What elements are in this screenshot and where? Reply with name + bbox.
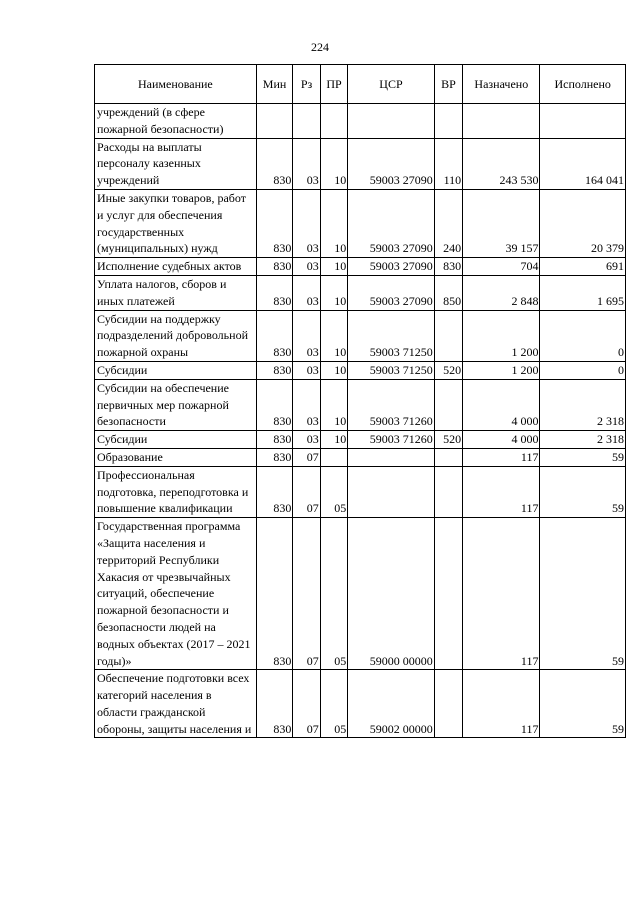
row-pr: 10 <box>320 431 347 449</box>
row-name: Уплата налогов, сборов и иных платежей <box>95 275 257 310</box>
row-rz: 07 <box>293 670 320 738</box>
row-executed: 20 379 <box>540 189 626 257</box>
row-pr <box>320 448 347 466</box>
row-rz: 03 <box>293 379 320 430</box>
table-row <box>95 189 626 257</box>
row-csr: 59002 00000 <box>348 670 434 738</box>
row-name: Государственная программа «Защита населения и территорий Республики Хакасия от чрезвычайных ситуаций, обеспечение пожарной безопасности и безопасности людей на водных объектах (2017 – 2021 годы)» <box>95 518 257 670</box>
table-row <box>95 518 626 670</box>
row-name: Субсидии на поддержку подразделений добровольной пожарной охраны <box>95 310 257 361</box>
table-row <box>95 258 626 276</box>
table-row <box>95 431 626 449</box>
row-rz: 07 <box>293 518 320 670</box>
row-min: 830 <box>256 258 293 276</box>
row-vr <box>434 518 462 670</box>
row-name: Расходы на выплаты персоналу казенных учреждений <box>95 138 257 189</box>
row-assigned: 704 <box>463 258 540 276</box>
row-vr: 520 <box>434 361 462 379</box>
row-csr: 59003 71250 <box>348 361 434 379</box>
row-vr: 830 <box>434 258 462 276</box>
row-rz: 03 <box>293 361 320 379</box>
row-name: Иные закупки товаров, работ и услуг для обеспечения государственных (муниципальных) нужд <box>95 189 257 257</box>
row-executed: 691 <box>540 258 626 276</box>
row-pr: 05 <box>320 518 347 670</box>
header-row <box>95 65 626 104</box>
row-pr: 10 <box>320 379 347 430</box>
row-rz: 07 <box>293 448 320 466</box>
row-rz: 07 <box>293 466 320 517</box>
row-assigned: 117 <box>463 518 540 670</box>
row-pr: 05 <box>320 670 347 738</box>
table-row <box>95 466 626 517</box>
row-csr: 59000 00000 <box>348 518 434 670</box>
row-assigned: 1 200 <box>463 310 540 361</box>
table-row <box>95 104 626 139</box>
row-csr: 59003 71250 <box>348 310 434 361</box>
header-name: Наименование <box>95 65 257 104</box>
row-vr: 850 <box>434 275 462 310</box>
row-name: Субсидии на обеспечение первичных мер пожарной безопасности <box>95 379 257 430</box>
row-rz: 03 <box>293 431 320 449</box>
table-row <box>95 310 626 361</box>
row-csr: 59003 27090 <box>348 189 434 257</box>
row-csr: 59003 71260 <box>348 431 434 449</box>
row-min: 830 <box>256 431 293 449</box>
row-name: Профессиональная подготовка, переподготовка и повышение квалификации <box>95 466 257 517</box>
row-pr: 10 <box>320 258 347 276</box>
row-min: 830 <box>256 379 293 430</box>
row-executed: 2 318 <box>540 431 626 449</box>
header-pr: ПР <box>320 65 347 104</box>
row-executed: 2 318 <box>540 379 626 430</box>
row-min: 830 <box>256 361 293 379</box>
row-vr <box>434 104 462 139</box>
table-row <box>95 448 626 466</box>
row-vr <box>434 448 462 466</box>
table-row <box>95 275 626 310</box>
row-csr <box>348 466 434 517</box>
row-csr <box>348 104 434 139</box>
row-min: 830 <box>256 310 293 361</box>
row-min: 830 <box>256 466 293 517</box>
row-assigned: 243 530 <box>463 138 540 189</box>
row-pr: 10 <box>320 189 347 257</box>
row-pr: 10 <box>320 138 347 189</box>
row-vr: 520 <box>434 431 462 449</box>
row-assigned: 39 157 <box>463 189 540 257</box>
row-executed: 0 <box>540 361 626 379</box>
row-csr <box>348 448 434 466</box>
row-executed: 164 041 <box>540 138 626 189</box>
row-pr: 10 <box>320 275 347 310</box>
header-executed: Исполнено <box>540 65 626 104</box>
header-assigned: Назначено <box>463 65 540 104</box>
row-assigned: 117 <box>463 466 540 517</box>
row-executed: 1 695 <box>540 275 626 310</box>
row-min: 830 <box>256 138 293 189</box>
row-csr: 59003 71260 <box>348 379 434 430</box>
row-rz: 03 <box>293 189 320 257</box>
row-min: 830 <box>256 670 293 738</box>
row-min: 830 <box>256 448 293 466</box>
table-row <box>95 379 626 430</box>
row-pr: 05 <box>320 466 347 517</box>
row-name: Исполнение судебных актов <box>95 258 257 276</box>
page-number: 224 <box>311 40 329 54</box>
row-executed: 59 <box>540 448 626 466</box>
table-row <box>95 361 626 379</box>
row-assigned: 4 000 <box>463 431 540 449</box>
row-min: 830 <box>256 275 293 310</box>
row-assigned: 117 <box>463 670 540 738</box>
row-vr: 240 <box>434 189 462 257</box>
header-rz: Рз <box>293 65 320 104</box>
row-vr <box>434 670 462 738</box>
row-name: Образование <box>95 448 257 466</box>
row-executed: 0 <box>540 310 626 361</box>
row-pr: 10 <box>320 310 347 361</box>
row-min: 830 <box>256 189 293 257</box>
budget-table <box>94 64 626 738</box>
row-vr <box>434 379 462 430</box>
row-executed: 59 <box>540 466 626 517</box>
row-pr <box>320 104 347 139</box>
row-name: Обеспечение подготовки всех категорий населения в области гражданской обороны, защиты населения и <box>95 670 257 738</box>
row-name: Субсидии <box>95 361 257 379</box>
row-vr <box>434 466 462 517</box>
table-row <box>95 670 626 738</box>
row-rz: 03 <box>293 310 320 361</box>
row-rz: 03 <box>293 138 320 189</box>
row-csr: 59003 27090 <box>348 275 434 310</box>
row-executed <box>540 104 626 139</box>
row-assigned: 117 <box>463 448 540 466</box>
row-name: Субсидии <box>95 431 257 449</box>
row-assigned: 4 000 <box>463 379 540 430</box>
row-min <box>256 104 293 139</box>
row-executed: 59 <box>540 670 626 738</box>
row-rz: 03 <box>293 275 320 310</box>
header-vr: ВР <box>434 65 462 104</box>
row-name: учреждений (в сфере пожарной безопасности) <box>95 104 257 139</box>
table-row <box>95 138 626 189</box>
row-min: 830 <box>256 518 293 670</box>
row-vr: 110 <box>434 138 462 189</box>
row-vr <box>434 310 462 361</box>
row-csr: 59003 27090 <box>348 138 434 189</box>
row-rz <box>293 104 320 139</box>
row-pr: 10 <box>320 361 347 379</box>
header-csr: ЦСР <box>348 65 434 104</box>
row-csr: 59003 27090 <box>348 258 434 276</box>
header-min: Мин <box>256 65 293 104</box>
row-assigned: 2 848 <box>463 275 540 310</box>
row-rz: 03 <box>293 258 320 276</box>
row-executed: 59 <box>540 518 626 670</box>
row-assigned: 1 200 <box>463 361 540 379</box>
row-assigned <box>463 104 540 139</box>
